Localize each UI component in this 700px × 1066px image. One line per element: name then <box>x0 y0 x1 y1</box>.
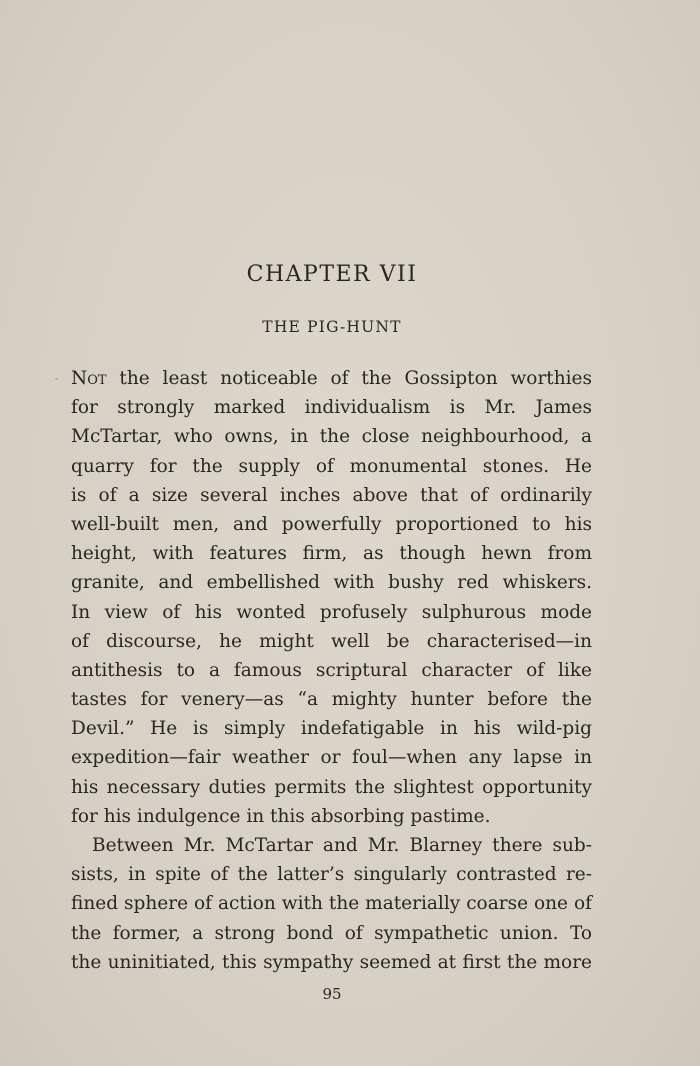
chapter-title: THE PIG-HUNT <box>262 318 402 336</box>
text-line: well-built men, and powerfully proportioned to his <box>71 513 592 535</box>
text-line: Not the least noticeable of the Gossipton worthies <box>71 368 592 389</box>
lead-small-caps: Not <box>71 368 107 389</box>
text-line: tastes for venery—as “a mighty hunter before the <box>71 689 592 711</box>
text-line: In view of his wonted profusely sulphurous mode <box>71 601 592 623</box>
text-line: the former, a strong bond of sympathetic union. To <box>71 922 592 944</box>
text-line: granite, and embellished with bushy red whiskers. <box>71 572 592 594</box>
text-line: for his indulgence in this absorbing pastime. <box>71 805 491 827</box>
chapter-heading: CHAPTER VII <box>246 262 418 287</box>
text-line: Devil.” He is simply indefatigable in his wild-pig <box>71 718 592 740</box>
text-line: his necessary duties permits the slightest opportunity <box>71 776 592 798</box>
page-number: 95 <box>322 985 342 1003</box>
body-text <box>71 364 592 977</box>
text-line: height, with features firm, as though hewn from <box>71 543 592 565</box>
text-line: the uninitiated, this sympathy seemed at first the more <box>71 951 592 973</box>
text-line: Between Mr. McTartar and Mr. Blarney there sub- <box>92 835 592 856</box>
text-line: for strongly marked individualism is Mr. James <box>71 397 592 419</box>
paper-speck <box>55 378 58 380</box>
text-line: of discourse, he might well be characterised—in <box>71 630 592 652</box>
text-line: antithesis to a famous scriptural character of like <box>71 659 592 681</box>
text-line: McTartar, who owns, in the close neighbourhood, a <box>71 426 592 448</box>
text-line: is of a size several inches above that of ordinarily <box>71 484 592 506</box>
text-line: quarry for the supply of monumental stones. He <box>71 455 592 477</box>
text-line: expedition—fair weather or foul—when any lapse in <box>71 747 592 769</box>
text-line: sists, in spite of the latter’s singularly contrasted re- <box>71 864 592 886</box>
text-line: fined sphere of action with the materially coarse one of <box>71 893 592 915</box>
